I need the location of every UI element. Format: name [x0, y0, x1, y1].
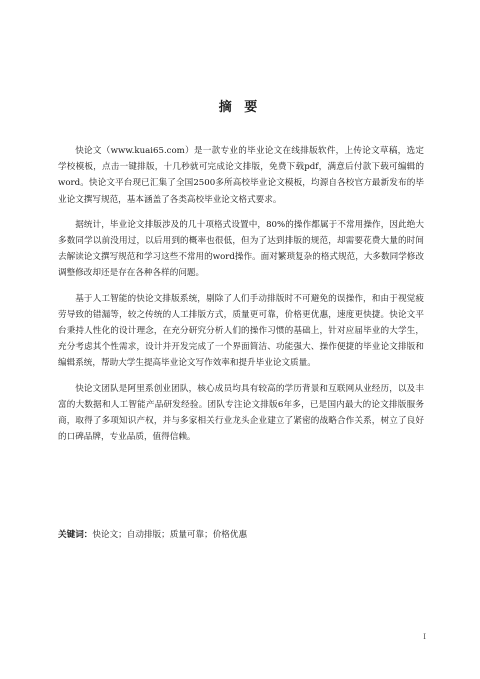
abstract-paragraph-3: 基于人工智能的快论文排版系统，剔除了人们手动排版时不可避免的误操作，和由于视觉疲劳导致的错漏等，较之传统的人工排版方式，质量更可靠，价格更优惠，速度更快捷。快论文平台秉持人性化的设计理念，在充分研究分析人们的操作习惯的基础上，针对应届毕业的大学生，充分考虑其个性需求，设计并开发完成了一个界面简洁、功能强大、操作便捷的毕业论文排版和编辑系统，帮助大学生提高毕业论文写作效率和提升毕业论文质量。 — [58, 293, 424, 369]
keywords-label: 关键词： — [58, 530, 93, 540]
abstract-paragraph-2: 据统计，毕业论文排版涉及的几十项格式设置中，80%的操作都属于不常用操作，因此绝大多数同学以前没用过，以后用到的概率也很低，但为了达到排版的规范，却需要花费大量的时间去解读论文撰写规范和学习这些不常用的word操作。面对繁琐复杂的格式规范，大多数同学修改调整修改却还是存在各种各样的问题。 — [58, 219, 424, 279]
abstract-title: 摘 要 — [218, 100, 262, 115]
page-number: I — [423, 633, 426, 641]
keywords-line — [58, 528, 424, 542]
abstract-paragraph-1: 快论文（www.kuai65.com）是一款专业的毕业论文在线排版软件，上传论文草稿，选定学校模板，点击一键排版，十几秒就可完成论文排版，免费下载pdf，满意后付款下载可编辑的word。快论文平台现已汇集了全国2500多所高校毕业论文模板，均源自各校官方最新发布的毕业论文撰写规范，基本涵盖了各类高校毕业论文格式要求。 — [58, 146, 424, 205]
abstract-paragraph-4: 快论文团队是阿里系创业团队，核心成员均具有较高的学历背景和互联网从业经历，以及丰富的大数据和人工智能产品研发经验。团队专注论文排版6年多，已是国内最大的论文排版服务商，取得了多项知识产权，并与多家相关行业龙头企业建立了紧密的战略合作关系，树立了良好的口碑品牌，专业品质，值得信赖。 — [58, 383, 424, 443]
keywords-value: 快论文；自动排版；质量可靠；价格优惠 — [92, 530, 248, 540]
abstract-body — [58, 143, 424, 454]
